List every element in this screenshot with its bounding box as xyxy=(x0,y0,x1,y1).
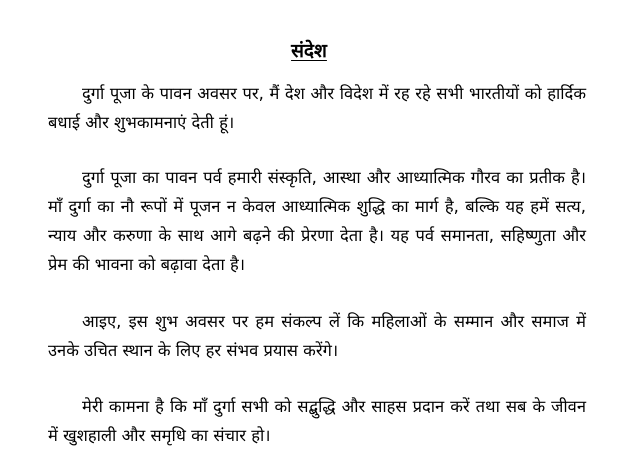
paragraph-festival-significance: दुर्गा पूजा का पावन पर्व हमारी संस्कृति, आस्था और आध्यात्मिक गौरव का प्रतीक है। माँ दुर्गा का नौ रूपों में पूजन न केवल आध्यात्मिक शुद्धि का मार्ग है, बल्कि यह हमें सत्य, न्याय और करुणा के साथ आगे बढ़ने की प्रेरणा देता है। यह पर्व समानता, सहिष्णुता और प्रेम की भावना को बढ़ावा देता है। xyxy=(48,168,586,274)
paragraph-wishes: मेरी कामना है कि माँ दुर्गा सभी को सद्बुद्धि और साहस प्रदान करें तथा सब के जीवन में खुशहाली और समृधि का संचार हो। xyxy=(48,397,586,445)
paragraph-resolution: आइए, इस शुभ अवसर पर हम संकल्प लें कि महिलाओं के सम्मान और समाज में उनके उचित स्थान के लिए हर संभव प्रयास करेंगे। xyxy=(48,312,586,360)
paragraph-greeting: दुर्गा पूजा के पावन अवसर पर, मैं देश और विदेश में रह रहे सभी भारतीयों को हार्दिक बधाई और शुभकामनाएं देती हूं। xyxy=(48,84,586,132)
document-title: संदेश xyxy=(291,40,327,62)
